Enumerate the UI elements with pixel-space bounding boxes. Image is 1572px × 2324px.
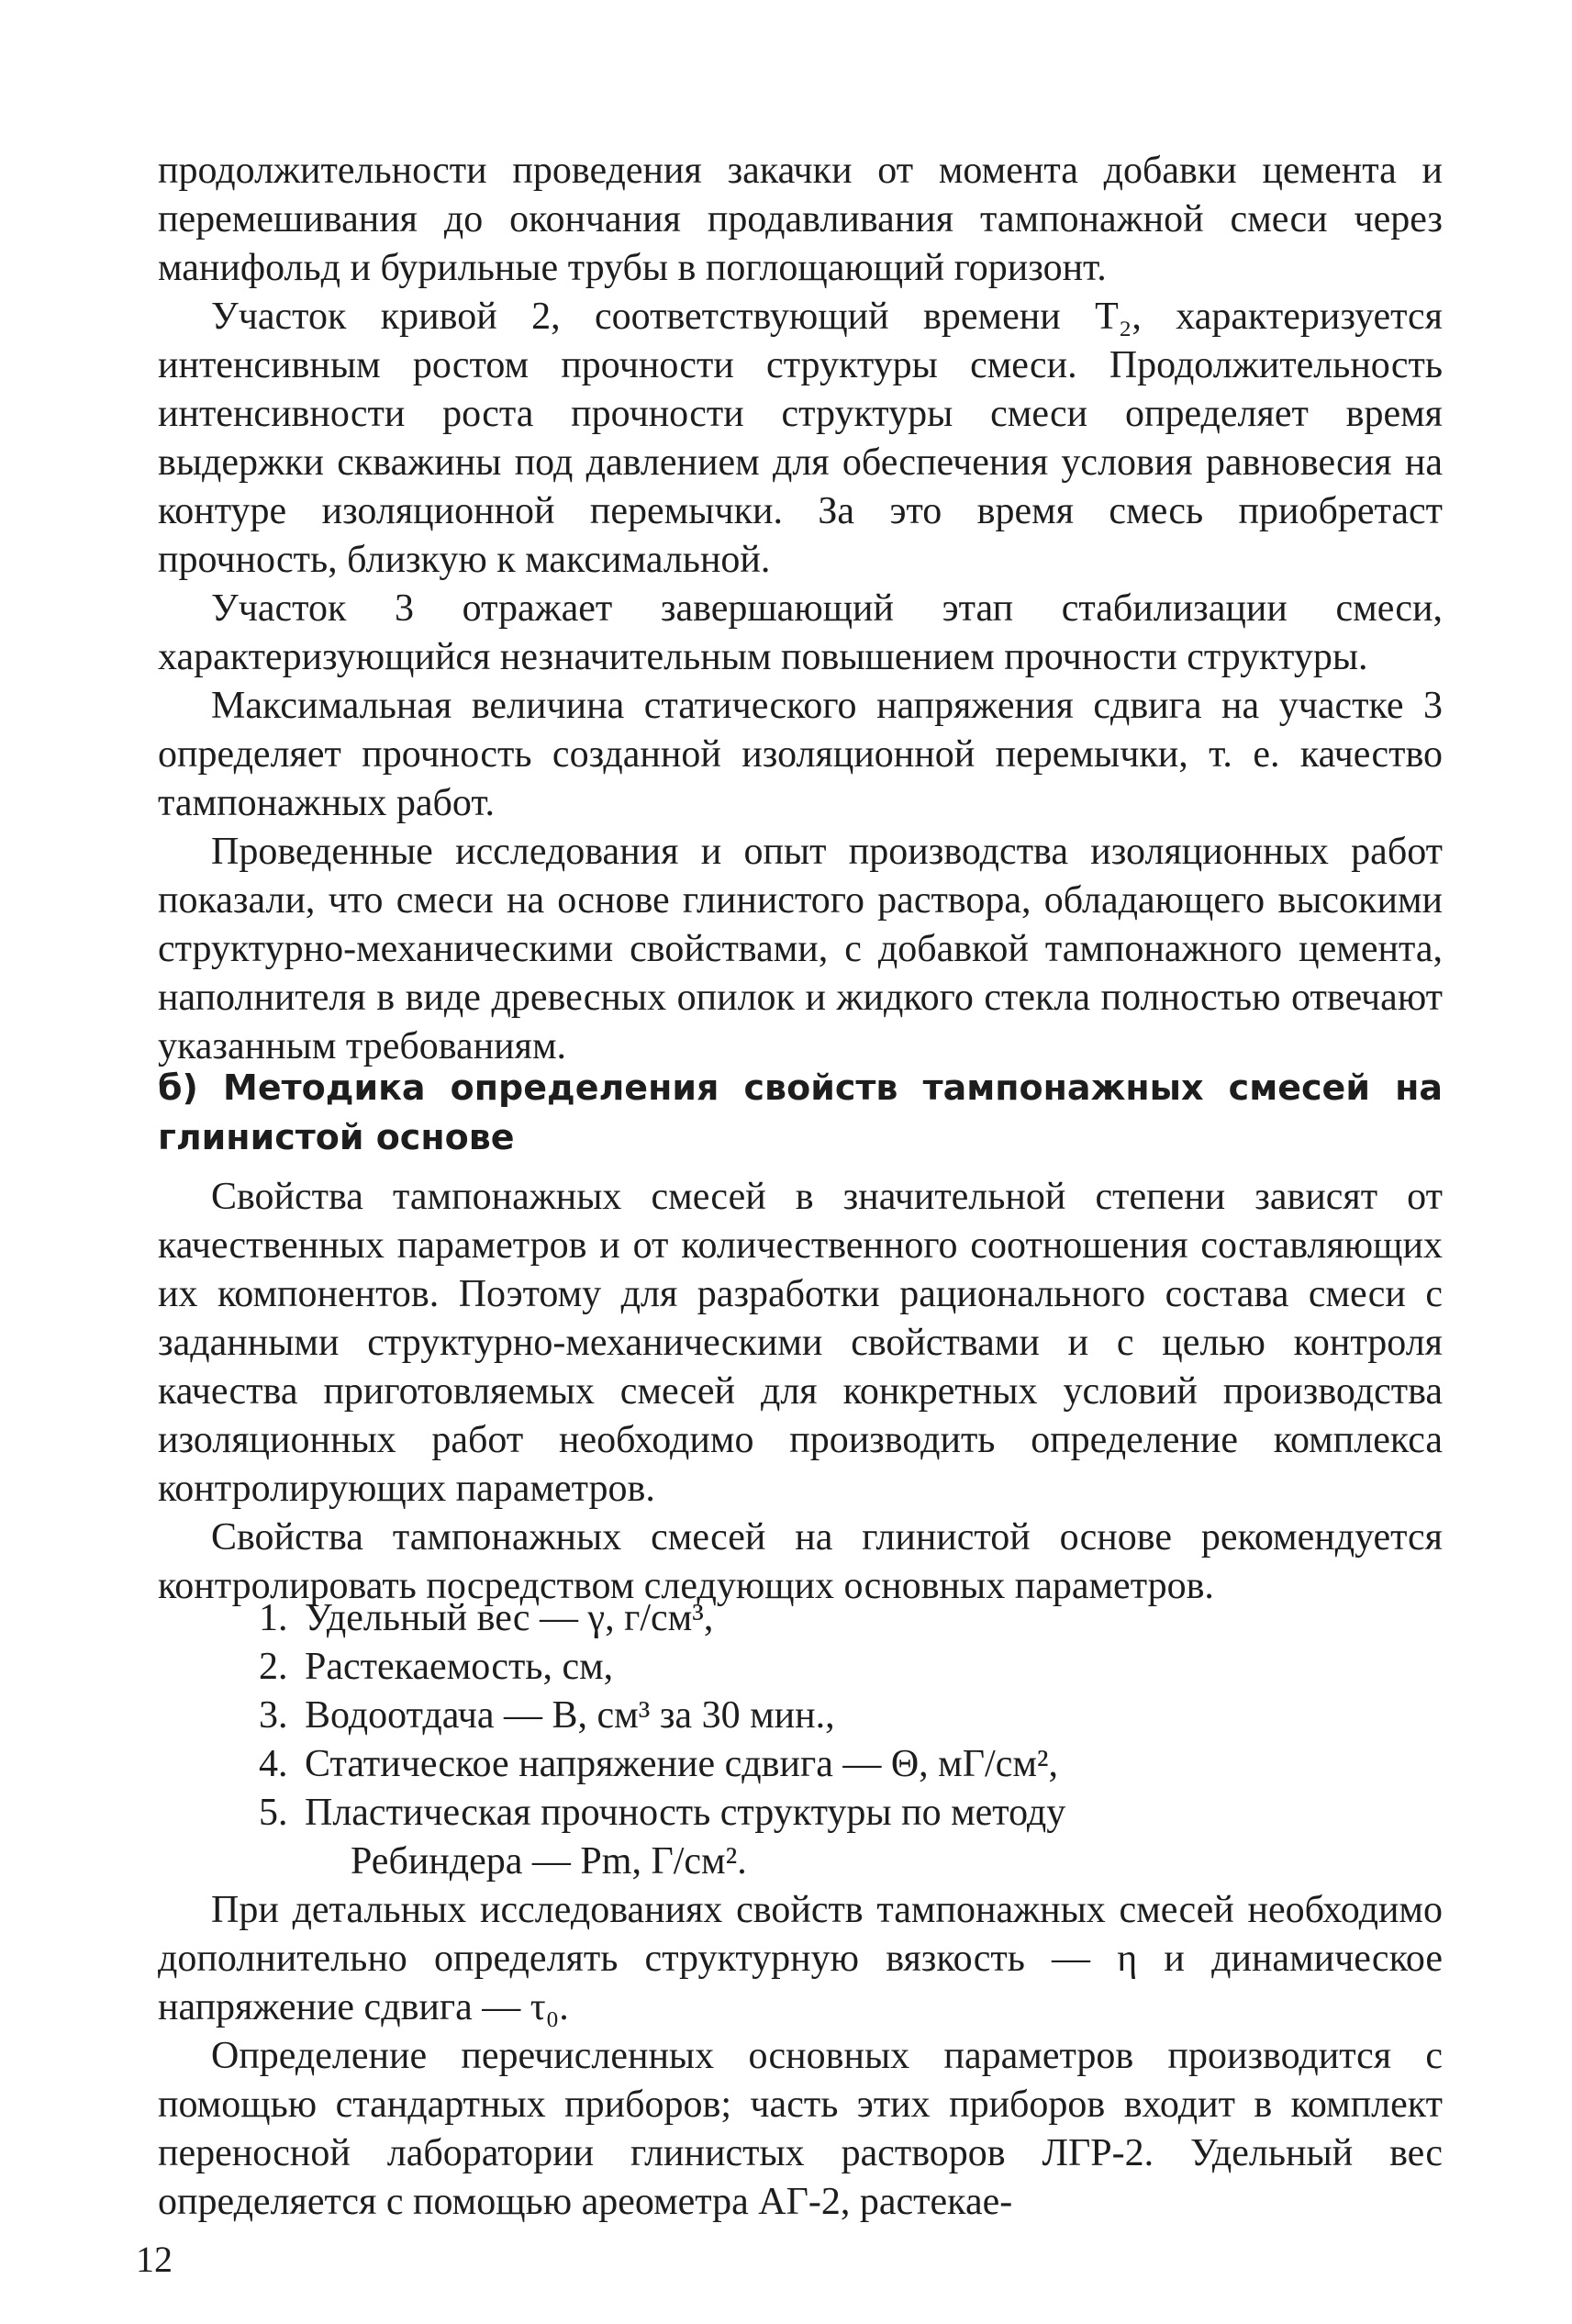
paragraph-instruments: Определение перечисленных основных параметров производится с помощью стандартных приборов; часть этих приборов входит в комплект переносной лаборатории глинистых растворов ЛГР-2. Удельный вес определяется с помощью ареометра АГ-2, растекае- — [158, 2035, 1443, 2223]
paragraph-continuation: продолжительности проведения закачки от момента добавки цемента и перемешивания до окончания продавливания тампонажной смеси через манифольд и бурильные трубы в поглощающий горизонт. — [158, 150, 1443, 289]
list-item: 2. Растекаемость, см, — [259, 1646, 614, 1688]
paragraph-control-parameters: Свойства тампонажных смесей на глинистой основе рекомендуется контролировать посредством следующих основных параметров. — [158, 1516, 1443, 1607]
paragraph-max-stress: Максимальная величина статического напряжения сдвига на участке 3 определяет прочность созданной изоляционной перемычки, т. е. качество тампонажных работ. — [158, 685, 1443, 824]
list-item-continuation: Ребиндера — Pm, Г/см². — [351, 1840, 747, 1883]
text-section-bottom — [158, 1886, 1443, 2227]
page-number: 12 — [136, 2239, 173, 2280]
paragraph-research-results: Проведенные исследования и опыт производства изоляционных работ показали, что смеси на основе глинистого раствора, обладающего высокими структурно-механическими свойствами, с добавкой тампонажного цемента, наполнителя в виде древесных опилок и жидкого стекла полностью отвечают указанным требованиям. — [158, 831, 1443, 1067]
paragraph-properties-dependence: Свойства тампонажных смесей в значительной степени зависят от качественных параметров и от количественного соотношения составляющих их компонентов. Поэтому для разработки рационального состава смеси с заданными структурно-механическими свойствами и с целью контроля качества приготовляемых смесей для конкретных условий производства изоляционных работ необходимо производить определение комплекса контролирующих параметров. — [158, 1176, 1443, 1510]
parameters-list — [259, 1594, 1360, 1886]
text-section-mid — [158, 1173, 1443, 1611]
list-item: 4. Статическое напряжение сдвига — Θ, мГ/см², — [259, 1743, 1059, 1785]
paragraph-detailed-research: При детальных исследованиях свойств тампонажных смесей необходимо дополнительно определять структурную вязкость — η и динамическое напряжение сдвига — τ₀. — [158, 1889, 1443, 2028]
list-item: 3. Водоотдача — В, см³ за 30 мин., — [259, 1694, 835, 1737]
text-section-top — [158, 147, 1443, 1071]
paragraph-curve-segment-3: Участок 3 отражает завершающий этап стабилизации смеси, характеризующийся незначительным повышением прочности структуры. — [158, 587, 1443, 678]
section-heading: б) Методика определения свойств тампонажных смесей на глинистой основе — [158, 1067, 1443, 1157]
list-item: 5. Пластическая прочность структуры по методу — [259, 1792, 1066, 1834]
list-item: 1. Удельный вес — γ, г/см³, — [259, 1597, 714, 1639]
paragraph-curve-segment-2: Участок кривой 2, соответствующий времени T₂, характеризуется интенсивным ростом прочности структуры смеси. Продолжительность интенсивности роста прочности структуры смеси определяет время выдержки скважины под давлением для обеспечения условия равновесия на контуре изоляционной перемычки. За это время смесь приобретаст прочность, близкую к максимальной. — [158, 296, 1443, 581]
